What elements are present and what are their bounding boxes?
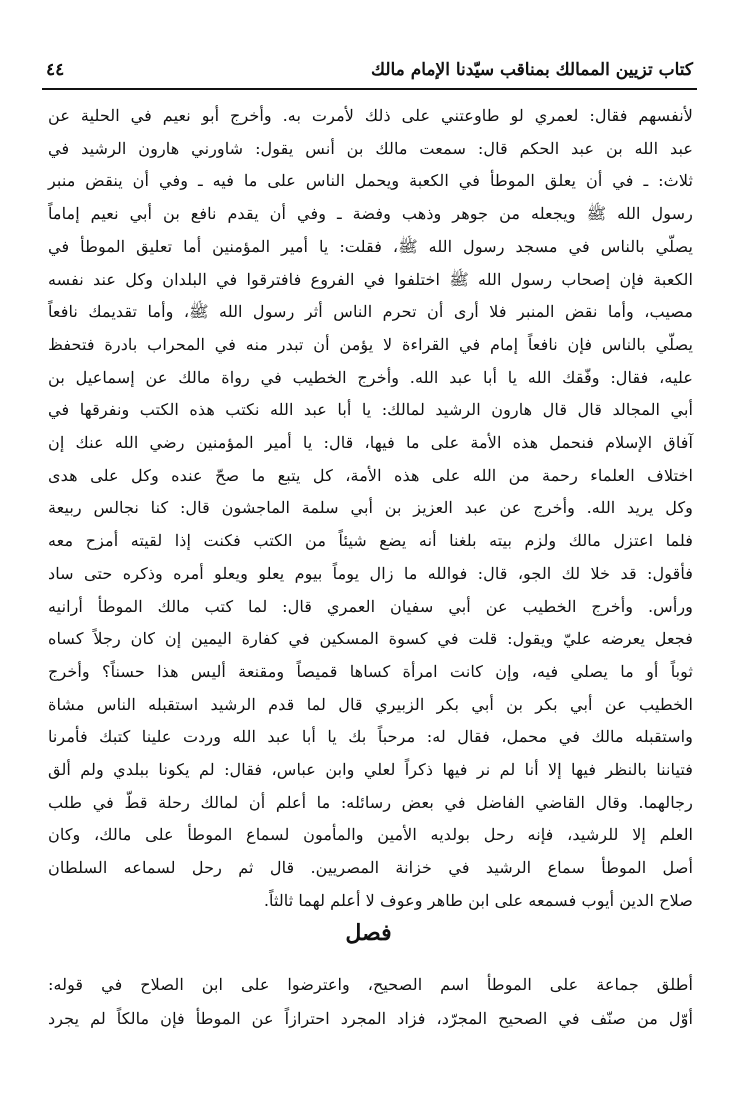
text-line: الكعبة فإن إصحاب رسول الله ﷺ اختلفوا في الفروع فافترقوا في البلدان وكل عند نفسه: [48, 269, 693, 289]
book-title: كتاب تزيين الممالك بمناقب سيّدنا الإمام مالك: [371, 60, 693, 80]
text-line: فتياننا بالنظر فيها إلا أنا لم نر فيها ذكراً لعلي وابن عباس، فقال: لم يكونا ببلدي ولم ألق: [48, 760, 693, 780]
text-line: اختلاف العلماء رحمة من الله على هذه الأمة، كل يتبع ما صحّ عنده وكل على هدى: [48, 465, 693, 485]
text-line: ورأس. وأخرج الخطيب عن أبي سفيان العمري قال: لما كتب مالك الموطأ أرانيه: [48, 596, 693, 616]
text-line-last: صلاح الدين أيوب فسمعه على ابن طاهر وعوف لا أعلم لهما ثالثاً.: [263, 890, 693, 910]
main-text: [48, 100, 693, 910]
text-line: عليه، فقال: وفّقك الله يا أبا عبد الله. وأخرج الخطيب في رواة مالك عن إسماعيل بن: [48, 367, 693, 387]
text-line: أبي المجالد قال قال هارون الرشيد لمالك: يا أبا عبد الله نكتب هذه الكتب ونفرقها في: [48, 400, 693, 420]
text-line: يصلّي بالناس فإن نافعاً إمام في القراءة لا يؤمن أن تبدر منه في المحراب بادرة فتحفظ: [48, 334, 693, 354]
text-line: العلم إلا للرشيد، فإنه رحل بولديه الأمين والمأمون لسماع الموطأ على مالك، وكان: [48, 825, 693, 845]
text-line: أطلق جماعة على الموطأ اسم الصحيح، واعترضوا على ابن الصلاح في قوله:: [48, 975, 693, 994]
text-line: ثوباً أو ما يصلي فيه، وإن كانت امرأة كساها قميصاً ومقنعة أليس هذا حسناً؟ وأخرج: [48, 661, 693, 681]
text-line: واستقبله مالك في محمل، فقال له: مرحباً بك يا أبا عبد الله وردت علينا كتبك فأمرنا: [48, 727, 693, 747]
text-line: مصيب، وأما نقض المنبر فلا أرى أن تحرم الناس أثر رسول الله ﷺ، وأما تقديمك نافعاً: [48, 302, 693, 322]
text-line: فلما اعتزل مالك ولزم بيته بلغنا أنه يضع شيئاً من الكتب فكنت إذا لقيته أمزح معه: [48, 531, 693, 551]
text-line: رجالهما. وقال القاضي الفاضل في بعض رسائله: ما أعلم أن لمالك رحلة قطّ في طلب: [48, 792, 693, 812]
section-text: [48, 968, 693, 1038]
text-line: الخطيب عن أبي بكر بن أبي بكر الزبيري قال لما قدم الرشيد استقبله الناس مشاة: [48, 694, 693, 714]
text-line: ثلاث: ـ في أن يعلق الموطأ في الكعبة ويحمل الناس على ما فيه ـ وفي أن ينقض منبر: [48, 171, 693, 191]
text-line: آفاق الإسلام فنحمل هذه الأمة على ما فيها، قال: يا أمير المؤمنين رضي الله عنك إن: [48, 433, 693, 453]
section-heading: فصل: [345, 920, 392, 946]
text-line: فأقول: قد خلا لك الجو، قال: فوالله ما زال يوماً بيوم يعلو ويعلو أمره وذكره حتى ساد: [48, 563, 693, 583]
text-line: أوّل من صنّف في الصحيح المجرّد، فزاد المجرد احترازاً عن الموطأ فإن مالكاً لم يجرد: [48, 1009, 693, 1028]
text-line: أصل الموطأ سماع الرشيد في خزانة المصريين. قال ثم رحل لسماعه السلطان: [48, 858, 693, 878]
text-line: عبد الله بن عبد الحكم قال: سمعت مالك بن أنس يقول: شاورني هارون الرشيد في: [48, 138, 693, 158]
text-line: رسول الله ﷺ ويجعله من جوهر وذهب وفضة ـ وفي أن يقدم نافع بن أبي نعيم إماماً: [48, 204, 693, 224]
text-line: وكل يريد الله. وأخرج عن عبد العزيز بن أبي سلمة الماجشون قال: كنا نجالس ربيعة: [48, 498, 693, 518]
text-line: فجعل يعرضه عليّ ويقول: قلت في كسوة المسكين في كفارة اليمين إن كان رجلاً كساه: [48, 629, 693, 649]
text-line: لأنفسهم فقال: لعمري لو طاوعتني على ذلك لأمرت به. وأخرج أبو نعيم في الحلية عن: [48, 106, 693, 125]
text-line: يصلّي بالناس في مسجد رسول الله ﷺ، فقلت: يا أمير المؤمنين أما تعليق الموطأ في: [48, 236, 693, 256]
page-number: ٤٤: [46, 60, 65, 80]
running-header: [42, 58, 697, 90]
